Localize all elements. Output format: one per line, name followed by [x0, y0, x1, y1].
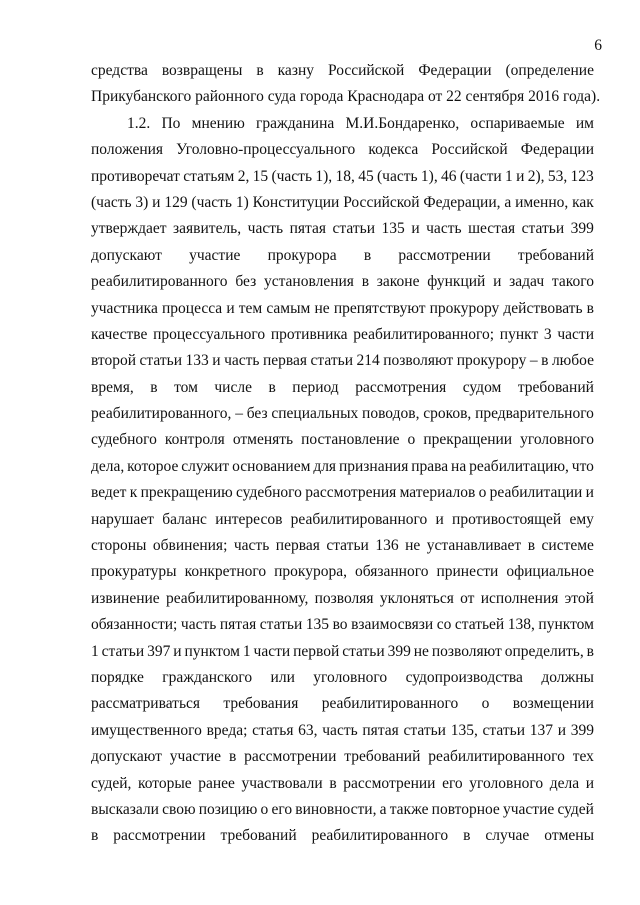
text-line [91, 296, 594, 322]
word: права [411, 457, 449, 475]
word: самым [266, 299, 311, 317]
word: во [332, 616, 348, 634]
word: позволяют [431, 642, 502, 660]
word: Российской [431, 141, 508, 159]
word: и [516, 167, 525, 185]
word: (часть [271, 167, 313, 185]
word: (часть [91, 193, 132, 211]
word: 129 [164, 193, 188, 211]
word: не [405, 537, 421, 555]
word: утверждает [91, 220, 167, 238]
word: 399 [387, 642, 411, 660]
word: о [260, 800, 269, 818]
word: статьи [326, 537, 369, 555]
word: требований [220, 827, 297, 845]
word: процесса [161, 299, 223, 317]
word: 3 [543, 325, 552, 343]
text-line [91, 823, 594, 849]
word: статьи [332, 220, 375, 238]
word: в [256, 62, 264, 79]
word: статьи [403, 721, 446, 739]
text-line [91, 691, 594, 717]
word: 135 [305, 616, 330, 634]
word: время, [91, 378, 134, 396]
word: и [585, 484, 594, 502]
word: рассмотрении [343, 774, 436, 792]
word: ведет [91, 484, 127, 502]
word: судопроизводства [405, 668, 523, 686]
word: (часть [377, 167, 418, 185]
word: не [314, 299, 330, 317]
word: процессуального [153, 325, 266, 343]
word: о [481, 695, 490, 713]
text-line [91, 559, 594, 585]
word: обязанного [355, 563, 429, 581]
word: устанавливает [426, 537, 522, 555]
word: рассмотрения [305, 484, 397, 502]
word: Уголовно-процессуального [176, 141, 356, 159]
word: пятая [362, 721, 399, 739]
word: пунктом [184, 642, 240, 660]
word: уголовного [520, 431, 594, 449]
word: Прикубанского районного суда города Краснодара от 22 сентября 2016 года). [91, 88, 601, 106]
word: Российской [327, 62, 405, 79]
word: 1 [242, 642, 251, 660]
word: противостоящей [452, 510, 562, 528]
word: и [493, 273, 502, 291]
word: основанием [232, 457, 311, 475]
word: второй [91, 352, 137, 370]
word: в [586, 299, 594, 317]
word: в [268, 378, 276, 396]
word: статьи [521, 220, 565, 238]
word: судей, [91, 774, 132, 792]
text-line [91, 771, 594, 797]
word: дела [549, 774, 580, 792]
word: часть [247, 220, 284, 238]
word: в [527, 537, 536, 555]
word: прекращению [140, 484, 233, 502]
word: Федерации [520, 141, 594, 159]
word: допускают [91, 748, 162, 766]
text-line [91, 480, 594, 506]
text-line [91, 375, 594, 401]
word: его [442, 774, 463, 792]
word: конкретного [184, 563, 267, 581]
word: именно, [515, 193, 569, 211]
word: часть [224, 352, 260, 370]
word: которые [137, 774, 192, 792]
word: первая [262, 352, 308, 370]
word: 399 [570, 721, 594, 739]
word: и [435, 510, 444, 528]
word: препятствуют [333, 299, 426, 317]
word: – [235, 405, 243, 423]
word: для [313, 457, 337, 475]
word: статьей [454, 616, 505, 634]
word: без [246, 405, 268, 423]
word: в [150, 378, 158, 396]
text-line [91, 164, 594, 190]
word: на [451, 457, 467, 475]
word: стороны [91, 537, 147, 555]
word: о [407, 431, 416, 449]
word: 397 [147, 642, 171, 660]
word: которое [127, 457, 179, 475]
word: (часть [191, 193, 232, 211]
word: части [557, 325, 594, 343]
word: мнению [191, 114, 245, 132]
word: 135 [381, 220, 405, 238]
word: М.И.Бондаренко, [345, 114, 460, 132]
word: требований [517, 378, 594, 396]
word: прекращении [423, 431, 513, 449]
word: 46 [441, 167, 457, 185]
text-line [91, 348, 594, 374]
word: вреда; [206, 721, 248, 739]
word: 136 [375, 537, 399, 555]
text-line [91, 533, 594, 559]
word: участие [169, 748, 222, 766]
word: 1 [504, 167, 513, 185]
word: о [478, 484, 487, 502]
word: средства [91, 62, 148, 79]
word: отменять [232, 431, 294, 449]
word: реабилитированного [91, 273, 228, 291]
word: служит [181, 457, 230, 475]
word: установления [263, 273, 354, 291]
word: 45 [358, 167, 374, 185]
word: первой [293, 642, 340, 660]
word: исполнения [480, 589, 559, 607]
text-line [91, 454, 594, 480]
word: шестая [468, 220, 516, 238]
word: в [228, 748, 237, 766]
word: 123 [570, 167, 594, 185]
word: противоречат [91, 167, 180, 185]
text-line [91, 84, 601, 110]
word: 137 [529, 721, 553, 739]
word: в [363, 246, 372, 264]
word: в [361, 273, 370, 291]
word: 2, [237, 167, 250, 185]
word: дела, [91, 457, 125, 475]
word: и [585, 774, 594, 792]
word: 53, [547, 167, 568, 185]
word: уголовного [469, 774, 544, 792]
word: случае [485, 827, 530, 845]
word: судебного [91, 431, 157, 449]
word: возмещении [512, 695, 594, 713]
word: статьям [183, 167, 235, 185]
word: высказали [91, 800, 159, 818]
word: отмены [544, 827, 594, 845]
word: том [174, 378, 198, 396]
word: часть [233, 537, 270, 555]
word: 138, [507, 616, 535, 634]
word: со [436, 616, 452, 634]
word: пятая [289, 220, 326, 238]
word: и [557, 721, 566, 739]
word: системе [541, 537, 594, 555]
word: статьи [259, 616, 303, 634]
word: статьи [482, 721, 526, 739]
word: имущественного [91, 721, 202, 739]
word: 214 [356, 352, 380, 370]
word: и [173, 642, 182, 660]
word: признания [338, 457, 409, 475]
word: реабилитированного [321, 695, 459, 713]
text-line [91, 322, 594, 348]
word: пунктом [538, 616, 594, 634]
word: реабилитированного [428, 748, 565, 766]
word: в [586, 642, 594, 660]
word: в [329, 774, 337, 792]
word: 15 [252, 167, 269, 185]
word: (части [459, 167, 502, 185]
word: пятая [219, 616, 257, 634]
word: статья [252, 721, 294, 739]
word: а [379, 800, 387, 818]
word: рассмотрения [355, 378, 447, 396]
word: или [270, 668, 295, 686]
word: прокурора [267, 246, 337, 264]
word: обязанности; [91, 616, 178, 634]
word: и [411, 220, 420, 238]
word: повторное [431, 800, 500, 818]
word: контроля [164, 431, 225, 449]
word: баланс [162, 510, 207, 528]
word: в [91, 827, 99, 845]
word: принести [436, 563, 499, 581]
word: тем [238, 299, 263, 317]
word: 2), [527, 167, 545, 185]
text-line [91, 401, 594, 427]
word: гражданского [162, 668, 253, 686]
word: не [413, 642, 429, 660]
word: – [529, 352, 538, 370]
word: 3) [135, 193, 149, 211]
word: свою [162, 800, 196, 818]
word: взаимосвязи [351, 616, 434, 634]
word: обвинения; [152, 537, 228, 555]
word: функций [427, 273, 486, 291]
word: статьи [101, 642, 145, 660]
word: Российской [343, 193, 420, 211]
word: 399 [570, 220, 594, 238]
word: реабилитированного [311, 827, 449, 845]
text-line [91, 243, 594, 269]
word: позволяют [383, 352, 454, 370]
word: участие [189, 246, 241, 264]
word: им [575, 114, 594, 132]
word: противника [270, 325, 348, 343]
word: реабилитированного [290, 510, 428, 528]
text-line [91, 507, 594, 533]
word: реабилитацию, [469, 457, 569, 475]
text-line [91, 718, 594, 744]
word: законе [376, 273, 420, 291]
word: (определение [505, 62, 594, 79]
word: судом [462, 378, 502, 396]
word: 133 [185, 352, 209, 370]
text-line [91, 586, 594, 612]
word: постановление [301, 431, 400, 449]
word: первая [275, 537, 320, 555]
word: от [460, 589, 475, 607]
word: казну [277, 62, 314, 79]
word: в [541, 352, 549, 370]
word: действовать [503, 299, 583, 317]
word: уголовного [313, 668, 388, 686]
word: материалов [399, 484, 476, 502]
word: допускают [91, 246, 162, 264]
word: 1.2. [127, 114, 151, 132]
word: реабилитации [489, 484, 583, 502]
word: статьи [342, 642, 385, 660]
word: числе [214, 378, 252, 396]
word: а [504, 193, 512, 211]
text-line [91, 612, 594, 638]
word: в [463, 827, 471, 845]
word: рассмотрении [398, 246, 491, 264]
word: оспариваемые [470, 114, 565, 132]
word: должны [541, 668, 594, 686]
word: прокуратуры [91, 563, 177, 581]
word: рассмотрении [113, 827, 206, 845]
word: тех [572, 748, 594, 766]
word: прокурору [456, 352, 527, 370]
word: требований [344, 748, 421, 766]
word: его [271, 800, 293, 818]
word: требования [223, 695, 299, 713]
text-line [91, 665, 594, 691]
word: что [571, 457, 594, 475]
word: По [161, 114, 181, 132]
word: требований [517, 246, 594, 264]
word: определить, [504, 642, 584, 660]
word: Федерации, [423, 193, 501, 211]
body-text [91, 58, 601, 850]
word: и [226, 299, 235, 317]
word: 1), [420, 167, 438, 185]
word: часть [180, 616, 217, 634]
word: часть [322, 721, 358, 739]
word: статьи [139, 352, 183, 370]
text-line [91, 639, 594, 665]
word: к [129, 484, 138, 502]
word: как [572, 193, 594, 211]
word: возвращены [161, 62, 243, 79]
word: участвовали [241, 774, 323, 792]
text-line [91, 427, 594, 453]
word: этой [564, 589, 594, 607]
text-line [91, 744, 594, 770]
word: поводов, [362, 405, 420, 423]
word: также [389, 800, 429, 818]
text-line [91, 58, 594, 84]
word: 1 [91, 642, 99, 660]
text-line [91, 269, 594, 295]
word: кодекса [368, 141, 419, 159]
page-number: 6 [594, 37, 602, 54]
word: части [253, 642, 291, 660]
word: часть [426, 220, 462, 238]
word: 1) [235, 193, 249, 211]
word: рассматриваться [91, 695, 201, 713]
word: ему [569, 510, 594, 528]
word: 63, [298, 721, 318, 739]
word: такого [551, 273, 594, 291]
word: виновности, [295, 800, 377, 818]
text-line [91, 216, 594, 242]
word: Федерации [418, 62, 492, 79]
word: качестве [91, 325, 148, 343]
word: задач [509, 273, 545, 291]
word: положения [91, 141, 164, 159]
word: 135, [450, 721, 478, 739]
word: реабилитированного; [353, 325, 495, 343]
word: гражданина [256, 114, 335, 132]
text-line [91, 111, 594, 137]
word: и [212, 352, 221, 370]
word: пункт [499, 325, 539, 343]
text-line [91, 137, 594, 163]
word: заявитель, [173, 220, 242, 238]
word: порядке [91, 668, 144, 686]
word: любое [551, 352, 594, 370]
word: участие [503, 800, 555, 818]
word: Конституции [252, 193, 340, 211]
word: и [152, 193, 161, 211]
word: позволяя [314, 589, 374, 607]
word: предварительного [475, 405, 594, 423]
word: извинение [91, 589, 160, 607]
word: официальное [506, 563, 594, 581]
word: 1), [315, 167, 333, 185]
text-line [91, 190, 594, 216]
word: без [235, 273, 257, 291]
word: уклоняться [379, 589, 454, 607]
word: ранее [198, 774, 235, 792]
word: статьи [310, 352, 353, 370]
word: сроков, [423, 405, 472, 423]
word: нарушает [91, 510, 154, 528]
word: реабилитированному, [165, 589, 309, 607]
text-line [91, 797, 594, 823]
word: прокурора, [274, 563, 347, 581]
word: реабилитированного, [91, 405, 232, 423]
word: специальных [271, 405, 359, 423]
word: интересов [215, 510, 283, 528]
word: 18, [335, 167, 355, 185]
word: позицию [198, 800, 258, 818]
word: судей [557, 800, 594, 818]
word: участника [91, 299, 158, 317]
word: рассмотрении [244, 748, 337, 766]
word: прокурору [429, 299, 500, 317]
word: период [292, 378, 339, 396]
word: судебного [236, 484, 302, 502]
